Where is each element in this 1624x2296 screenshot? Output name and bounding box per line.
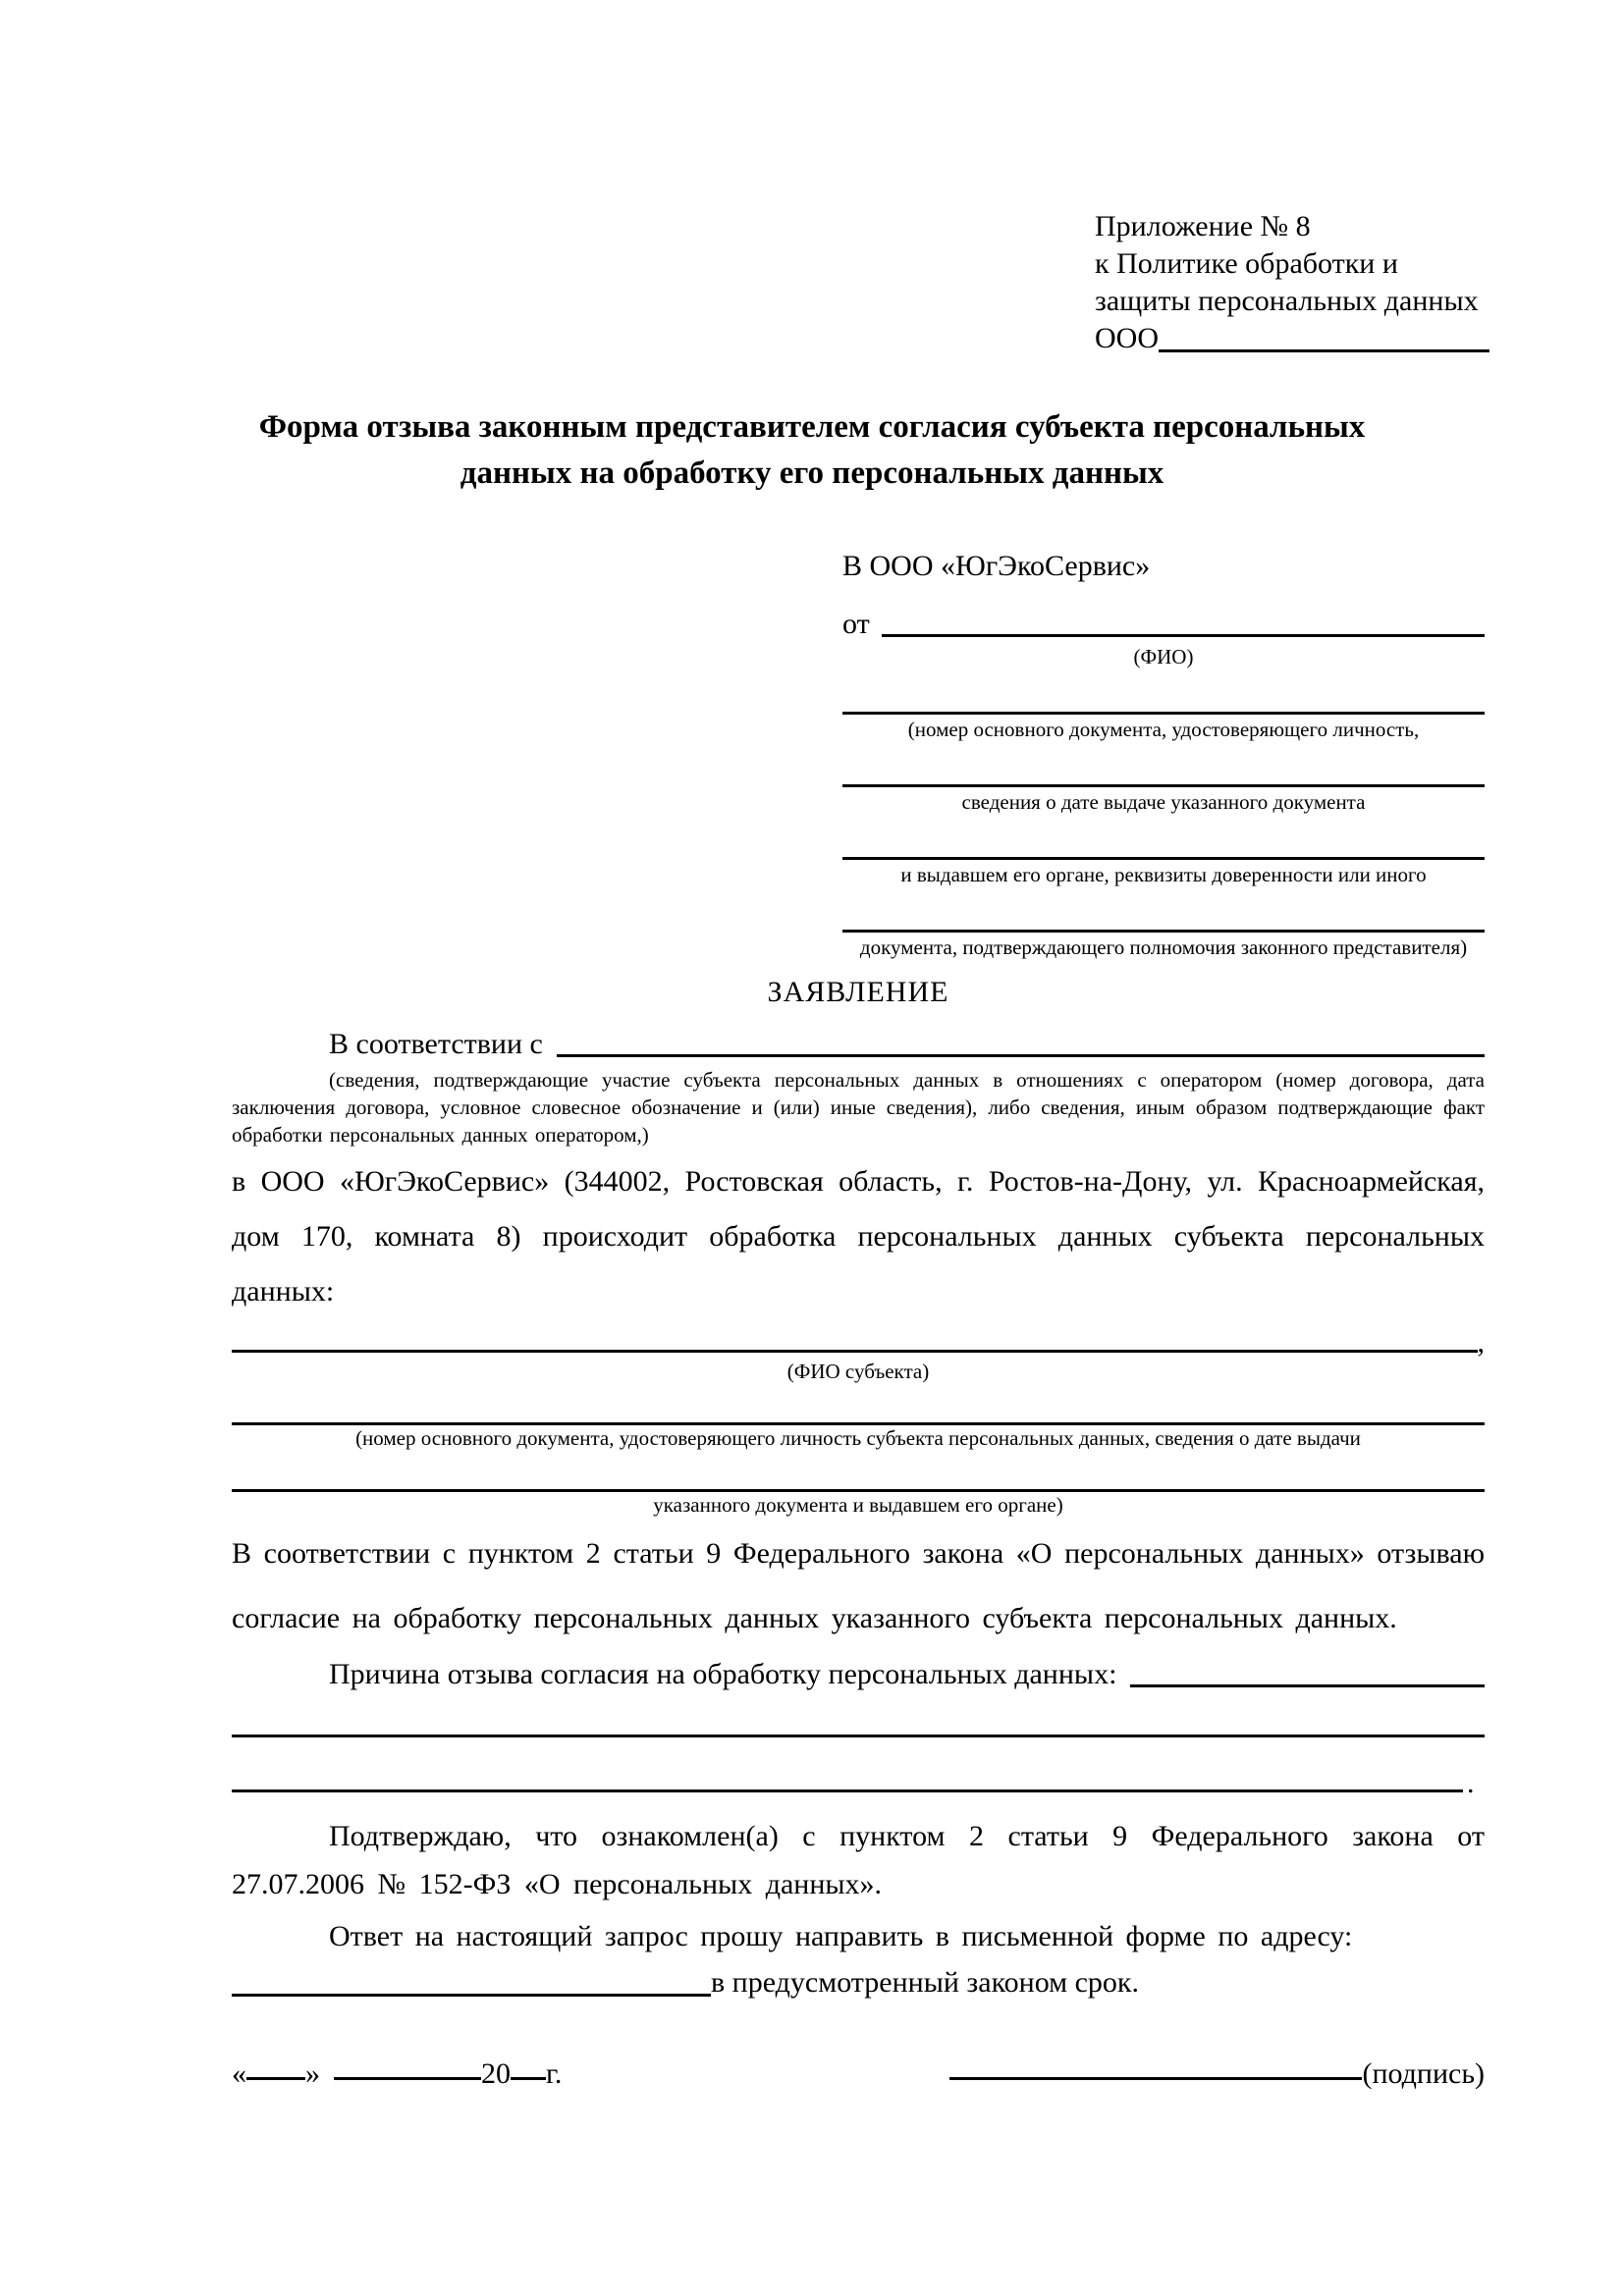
organization-name-row — [1095, 320, 1489, 357]
footer-row — [232, 2053, 1485, 2093]
subject-document-caption-2: указанного документа и выдавшем его органе) — [653, 1493, 1063, 1517]
statement-body — [232, 1027, 1485, 2093]
organization-name-blank — [1159, 348, 1489, 352]
trailing-comma: , — [1477, 1326, 1485, 1359]
signature-part — [949, 2053, 1485, 2093]
from-name-blank — [882, 633, 1485, 637]
from-row — [842, 607, 1485, 642]
according-row — [232, 1027, 1485, 1062]
reason-blank-line-1 — [232, 1706, 1485, 1737]
reply-tail: в предусмотренный законом срок. — [711, 1966, 1139, 1999]
signature-blank — [949, 2053, 1362, 2080]
confirm-paragraph: Подтверждаю, что ознакомлен(а) с пунктом 2 статьи 9 Федерального закона от 27.07.2006 № 152-ФЗ «О персональных данных». — [232, 1820, 1485, 1900]
document-number-caption: (номер основного документа, удостоверяющего личность, — [907, 718, 1420, 741]
reason-blank-line-2 — [232, 1761, 1485, 1798]
year-prefix: 20 — [481, 2057, 511, 2090]
withdraw-paragraph: В соответствии с пунктом 2 статьи 9 Федерального закона «О персональных данных» отзываю согласие на обработку персональных данных указанного субъекта персональных данных. — [232, 1537, 1485, 1634]
subject-document-blank-2 — [232, 1468, 1485, 1492]
fio-caption: (ФИО) — [1133, 645, 1194, 668]
subject-name-row — [232, 1327, 1485, 1359]
document-title: Форма отзыва законным представителем согласия субъекта персональных данных на обработку его персональных данных — [258, 409, 1366, 491]
year-suffix: г. — [546, 2057, 563, 2090]
open-quote: « — [232, 2057, 246, 2090]
close-quote: » — [305, 2057, 320, 2090]
appendix-line-1: Приложение № 8 — [1095, 210, 1311, 242]
according-label: В соответствии с — [329, 1028, 543, 1060]
operator-paragraph: в ООО «ЮгЭкоСервис» (344002, Ростовская область, г. Ростов-на-Дону, ул. Красноармейская, дом 170, комната 8) происходит обработка персональных данных субъекта персональных данных: — [232, 1165, 1485, 1308]
reply-address-row — [232, 1964, 1485, 2002]
issue-date-blank — [842, 766, 1485, 787]
recipient-organization: В ООО «ЮгЭкоСервис» — [842, 550, 1151, 582]
appendix-line-3: защиты персональных данных — [1095, 285, 1479, 317]
subject-fio-caption: (ФИО субъекта) — [786, 1360, 930, 1383]
year-blank — [511, 2053, 546, 2080]
from-label: от — [842, 608, 870, 640]
reply-paragraph: Ответ на настоящий запрос прошу направить в письменной форме по адресу: — [329, 1920, 1353, 1952]
authority-document-blank — [842, 911, 1485, 933]
date-part — [232, 2053, 562, 2093]
reason-label: Причина отзыва согласия на обработку персональных данных: — [329, 1658, 1117, 1690]
signature-caption: (подпись) — [1362, 2057, 1485, 2090]
statement-heading: ЗАЯВЛЕНИЕ — [767, 976, 949, 1008]
subject-document-blank — [232, 1402, 1485, 1425]
recipient-block — [842, 550, 1485, 960]
subject-name-blank — [232, 1349, 1478, 1353]
subject-document-caption-1: (номер основного документа, удостоверяющего личность субъекта персональных данных, сведения о дате выдачи — [355, 1426, 1361, 1450]
issuing-authority-blank — [842, 838, 1485, 860]
reason-blank-start — [1130, 1683, 1485, 1687]
reason-blank-line-2-rule — [232, 1761, 1463, 1792]
according-note: (сведения, подтверждающие участие субъекта персональных данных в отношениях с оператором (номер договора, дата заключения договора, условное словесное обозначение и (или) иные сведения), либо сведения, иным образом подтверждающие факт обработки персональных данных оператором,) — [232, 1068, 1485, 1147]
reason-row — [232, 1657, 1485, 1692]
reply-address-blank — [232, 1969, 711, 1997]
issuing-authority-caption: и выдавшем его органе, реквизиты доверенности или иного — [900, 863, 1427, 886]
title-wrap — [76, 404, 1548, 497]
month-blank — [334, 2053, 481, 2080]
ooo-label: ООО — [1095, 322, 1159, 354]
issue-date-caption: сведения о дате выдаче указанного документа — [961, 790, 1366, 814]
document-number-blank — [842, 693, 1485, 715]
trailing-period: . — [1467, 1767, 1475, 1799]
appendix-header — [1095, 208, 1489, 357]
authority-document-caption: документа, подтверждающего полномочия законного представителя) — [859, 935, 1468, 959]
appendix-line-2: к Политике обработки и — [1095, 247, 1398, 280]
according-blank — [557, 1053, 1485, 1057]
day-blank — [246, 2053, 305, 2080]
